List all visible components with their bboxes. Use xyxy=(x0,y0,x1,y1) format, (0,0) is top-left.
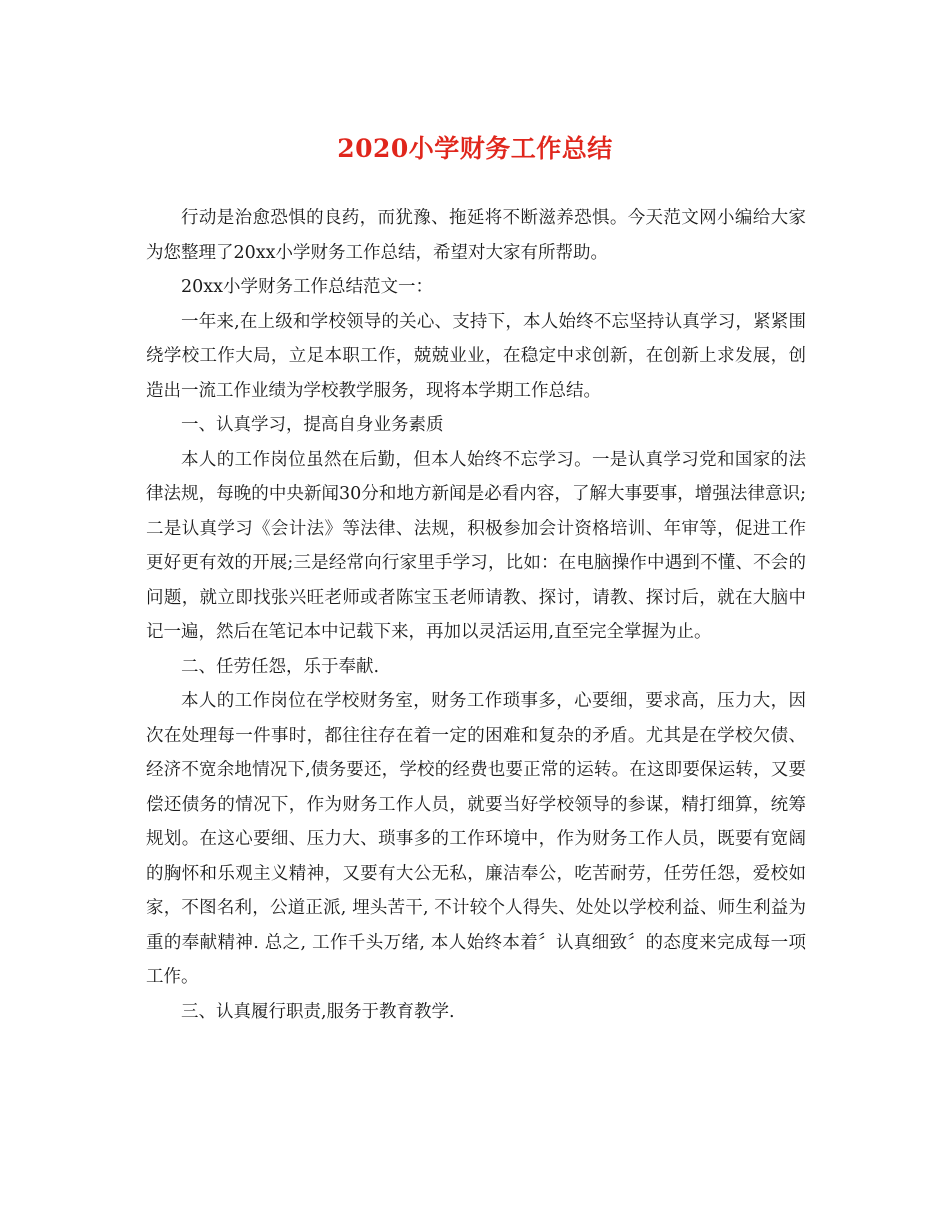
paragraph-dedication: 本人的工作岗位在学校财务室，财务工作琐事多，心要细，要求高，压力大，因次在处理每一件事时，都往往存在着一定的困难和复杂的矛盾。尤其是在学校欠债、经济不宽余地情况下,债务要还，学校的经费也要正常的运转。在这即要保运转，又要偿还债务的情况下，作为财务工作人员，就要当好学校领导的参谋，精打细算，统筹规划。在这心要细、压力大、琐事多的工作环境中，作为财务工作人员，既要有宽阔的胸怀和乐观主义精神，又要有大公无私，廉洁奉公，吃苦耐劳，任劳任怨，爱校如家，不图名利，公道正派, 埋头苦干, 不计较个人得失、处处以学校利益、师生利益为重的奉献精神. 总之, 工作千头万绪, 本人始终本着〞认真细致〞的态度来完成每一项工作。 xyxy=(146,691,806,987)
paragraph-intro: 行动是治愈恐惧的良药，而犹豫、拖延将不断滋养恐惧。今天范文网小编给大家为您整理了20xx小学财务工作总结，希望对大家有所帮助。 xyxy=(146,208,806,263)
paragraph-study: 本人的工作岗位虽然在后勤，但本人始终不忘学习。一是认真学习党和国家的法律法规，每晚的中央新闻30分和地方新闻是必看内容，了解大事要事，增强法律意识;二是认真学习《会计法》等法律、法规，积极参加会计资格培训、年审等，促进工作更好更有效的开展;三是经常向行家里手学习，比如：在电脑操作中遇到不懂、不会的问题，就立即找张兴旺老师或者陈宝玉老师请教、探讨，请教、探讨后，就在大脑中记一遍，然后在笔记本中记载下来，再加以灵活运用,直至完全掌握为止。 xyxy=(146,449,806,642)
section-heading-3: 三、认真履行职责,服务于教育教学. xyxy=(181,1001,455,1022)
section-heading-1: 一、认真学习，提高自身业务素质 xyxy=(181,415,444,435)
paragraph-overview: 一年来,在上级和学校领导的关心、支持下，本人始终不忘坚持认真学习，紧紧围绕学校工作大局，立足本职工作，兢兢业业，在稳定中求创新，在创新上求发展，创造出一流工作业绩为学校教学服务，现将本学期工作总结。 xyxy=(146,311,806,401)
section-heading-2: 二、任劳任怨，乐于奉献. xyxy=(181,656,380,677)
document-body xyxy=(146,201,806,1029)
paragraph-sample-heading: 20xx小学财务工作总结范文一： xyxy=(181,277,434,297)
document-title: 2020小学财务工作总结 xyxy=(337,134,613,163)
